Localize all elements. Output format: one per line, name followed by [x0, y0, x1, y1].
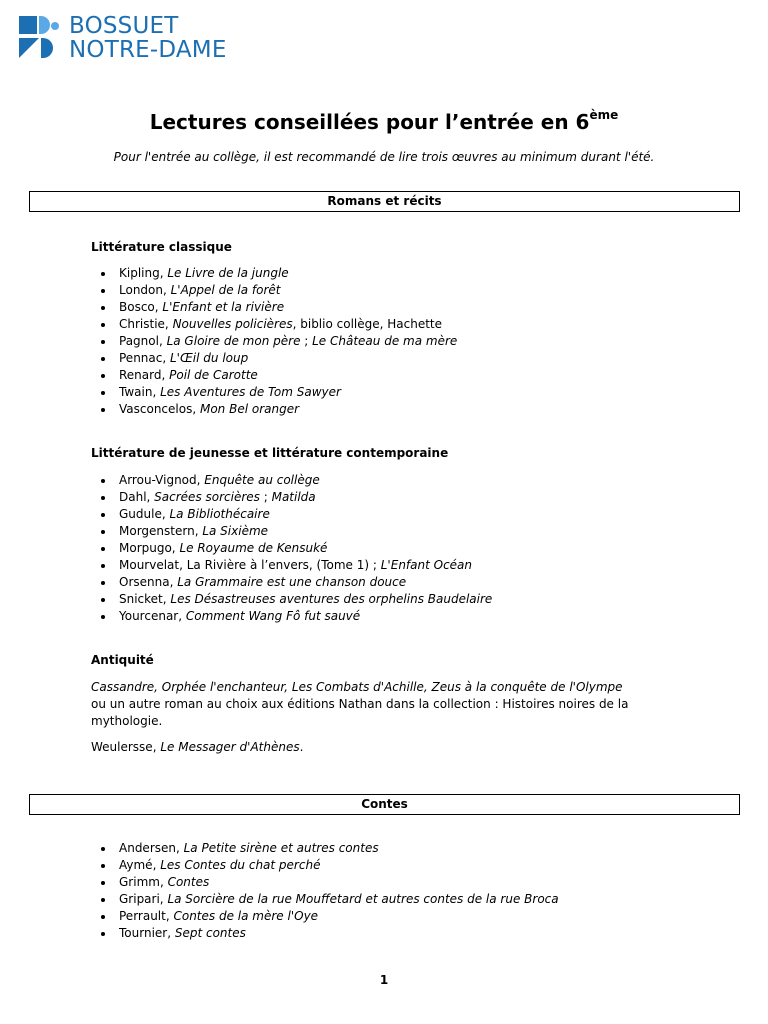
book-title: Matilda: [271, 490, 316, 504]
antiquite-titles: Cassandre, Orphée l'enchanteur, Les Combats d'Achille, Zeus à la conquête de l'Olympe: [91, 680, 623, 694]
list-contes: [0, 840, 559, 942]
section-romans: Romans et récits: [29, 191, 740, 212]
book-author: Pagnol,: [119, 334, 167, 348]
book-title: Le Château de ma mère: [312, 334, 458, 348]
list-item: [0, 874, 559, 891]
intro-text: Pour l'entrée au collège, il est recommandé de lire trois œuvres au minimum durant l'été.: [113, 150, 655, 164]
list-item: [0, 891, 559, 908]
weulersse-title: Le Messager d'Athènes: [160, 740, 300, 754]
book-author: Orsenna,: [119, 575, 178, 589]
list-item: [0, 857, 559, 874]
book-title: Comment Wang Fô fut sauvé: [185, 609, 361, 623]
weulersse-line: [91, 739, 691, 756]
book-title: Mon Bel oranger: [199, 402, 300, 416]
book-author: Aymé,: [119, 858, 161, 872]
page-number: 1: [379, 973, 389, 987]
list-item: [0, 472, 492, 489]
list-item: [0, 557, 492, 574]
weulersse-author: Weulersse,: [91, 740, 161, 754]
list-item: [0, 282, 457, 299]
list-item: [0, 506, 492, 523]
book-title: La Sorcière de la rue Mouffetard et autres contes de la rue Broca: [167, 892, 559, 906]
list-item: [0, 574, 492, 591]
logo-wordmark: [69, 14, 227, 62]
book-author: Arrou-Vignod,: [119, 473, 205, 487]
book-author: Pennac,: [119, 351, 170, 365]
list-item: [0, 367, 457, 384]
book-author: London,: [119, 283, 171, 297]
book-author: Christie,: [119, 317, 173, 331]
book-author: Tournier,: [119, 926, 175, 940]
book-title: Les Contes du chat perché: [160, 858, 321, 872]
logo-mark-icon: [19, 14, 63, 60]
school-logo: [19, 14, 279, 64]
book-title: Sept contes: [174, 926, 246, 940]
book-title: La Grammaire est une chanson douce: [177, 575, 407, 589]
book-title: L'Enfant Océan: [380, 558, 473, 572]
book-title: L'Enfant et la rivière: [162, 300, 285, 314]
antiquite-line-3: mythologie.: [91, 714, 163, 728]
book-author: Dahl,: [119, 490, 155, 504]
book-author: Morgenstern,: [119, 524, 203, 538]
list-item: [0, 350, 457, 367]
book-author: Gudule,: [119, 507, 170, 521]
book-title: L'Œil du loup: [169, 351, 249, 365]
weulersse-end: .: [299, 740, 304, 754]
book-author: Mourvelat, La Rivière à l’envers, (Tome 1) ;: [119, 558, 381, 572]
list-item: [0, 401, 457, 418]
book-title: Contes: [167, 875, 210, 889]
book-author: Gripari,: [119, 892, 168, 906]
list-item: [0, 840, 559, 857]
book-author: ;: [300, 334, 313, 348]
book-author: Andersen,: [119, 841, 184, 855]
book-author: ;: [259, 490, 272, 504]
book-author: Snicket,: [119, 592, 171, 606]
list-jeunesse: [0, 472, 492, 625]
section-contes: Contes: [29, 794, 740, 815]
list-item: [0, 540, 492, 557]
book-author: Kipling,: [119, 266, 168, 280]
book-title: Nouvelles policières: [172, 317, 293, 331]
book-title: Le Royaume de Kensuké: [179, 541, 328, 555]
book-title: L'Appel de la forêt: [170, 283, 281, 297]
book-author: Perrault,: [119, 909, 174, 923]
book-author: Vasconcelos,: [119, 402, 200, 416]
antiquite-line-2: ou un autre roman au choix aux éditions Nathan dans la collection : Histoires noires de la: [91, 697, 629, 711]
page-title-superscript: ème: [589, 108, 619, 122]
book-author: Morpugo,: [119, 541, 180, 555]
heading-antiquite: Antiquité: [91, 653, 154, 667]
book-author: Bosco,: [119, 300, 163, 314]
book-author: Yourcenar,: [119, 609, 186, 623]
book-author: Grimm,: [119, 875, 168, 889]
heading-classique: Littérature classique: [91, 240, 232, 254]
book-title: Les Aventures de Tom Sawyer: [160, 385, 341, 399]
heading-jeunesse: Littérature de jeunesse et littérature contemporaine: [91, 446, 449, 460]
list-item: [0, 265, 457, 282]
antiquite-paragraph: [91, 679, 691, 730]
list-item: [0, 384, 457, 401]
book-author: Twain,: [119, 385, 161, 399]
book-title: Poil de Carotte: [169, 368, 258, 382]
logo-line-2: NOTRE-DAME: [69, 37, 227, 63]
book-author: , biblio collège, Hachette: [292, 317, 443, 331]
list-item: [0, 299, 457, 316]
book-title: Les Désastreuses aventures des orphelins Baudelaire: [170, 592, 493, 606]
book-title: Enquête au collège: [204, 473, 320, 487]
book-title: La Gloire de mon père: [166, 334, 301, 348]
book-author: Renard,: [119, 368, 170, 382]
page-title-text: Lectures conseillées pour l’entrée en 6: [149, 110, 590, 134]
list-item: [0, 591, 492, 608]
list-item: [0, 523, 492, 540]
list-item: [0, 925, 559, 942]
list-item: [0, 608, 492, 625]
book-title: La Bibliothécaire: [169, 507, 270, 521]
list-item: [0, 908, 559, 925]
book-title: Sacrées sorcières: [154, 490, 260, 504]
list-item: [0, 489, 492, 506]
book-title: La Sixième: [202, 524, 269, 538]
book-title: Le Livre de la jungle: [167, 266, 289, 280]
book-title: Contes de la mère l'Oye: [173, 909, 319, 923]
list-classique: [0, 265, 457, 418]
page-title: [0, 110, 768, 134]
list-item: [0, 333, 457, 350]
book-title: La Petite sirène et autres contes: [183, 841, 379, 855]
list-item: [0, 316, 457, 333]
logo-line-1: BOSSUET: [69, 13, 179, 39]
